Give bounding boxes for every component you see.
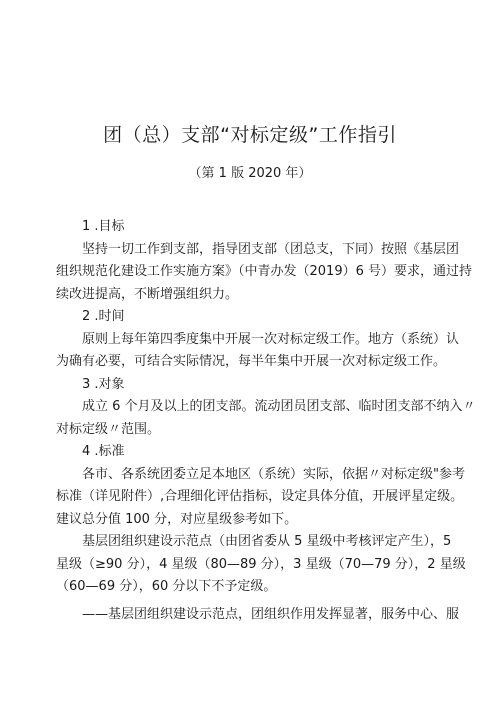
text-line: 星级（≥90 分），4 星级（80—89 分），3 星级（70—79 分），2 星级 [56,556,466,572]
text-line: ——基层团组织建设示范点，团组织作用发挥显著，服务中心、服 [82,606,460,622]
text-line: 为确有必要，可结合实际情况，每半年集中开展一次对标定级工作。 [56,354,447,369]
text-line: （60—69 分），60 分以下不予定级。 [56,579,277,594]
text-line: 原则上每年第四季度集中开展一次对标定级工作。地方（系统）认 [82,331,460,347]
paragraph [56,604,460,627]
paragraph [56,531,466,599]
text-line: 坚持一切工作到支部，指导团支部（团总支，下同）按照《基层团 [82,241,460,257]
text-line: 各市、各系统团委立足本地区（系统）实际，依据〃对标定级"参考 [82,466,465,482]
section-heading-time: 2 .时间 [82,309,125,324]
paragraph [56,239,472,307]
document-subtitle: （第 1 版 2020 年） [188,166,312,181]
document-title: 团（总）支部“对标定级”工作指引 [103,124,397,146]
text-line: 成立 6 个月及以上的团支部。流动团员团支部、临时团支部不纳入〃 [82,399,476,414]
paragraph [56,329,460,374]
section-heading-goal: 1 .目标 [82,219,125,234]
text-line: 组织规范化建设工作实施方案》（中青办发（2019）6 号）要求，通过持 [56,264,472,279]
text-line: 基层团组织建设示范点（由团省委从 5 星级中考核评定产生），5 [82,534,452,549]
paragraph [56,464,465,532]
text-line: 对标定级〃范围。 [56,421,161,437]
document-body [56,216,476,626]
text-line: 续改进提高，不断增强组织力。 [56,286,239,302]
text-line: 建议总分值 100 分，对应星级参考如下。 [56,511,298,527]
text-line: 标准（详见附件）,合理细化评估指标，设定具体分值，开展评星定级。 [56,489,464,504]
section-heading-target: 3 .对象 [82,376,125,392]
paragraph [56,396,476,441]
section-heading-standard: 4 .标准 [82,444,125,459]
